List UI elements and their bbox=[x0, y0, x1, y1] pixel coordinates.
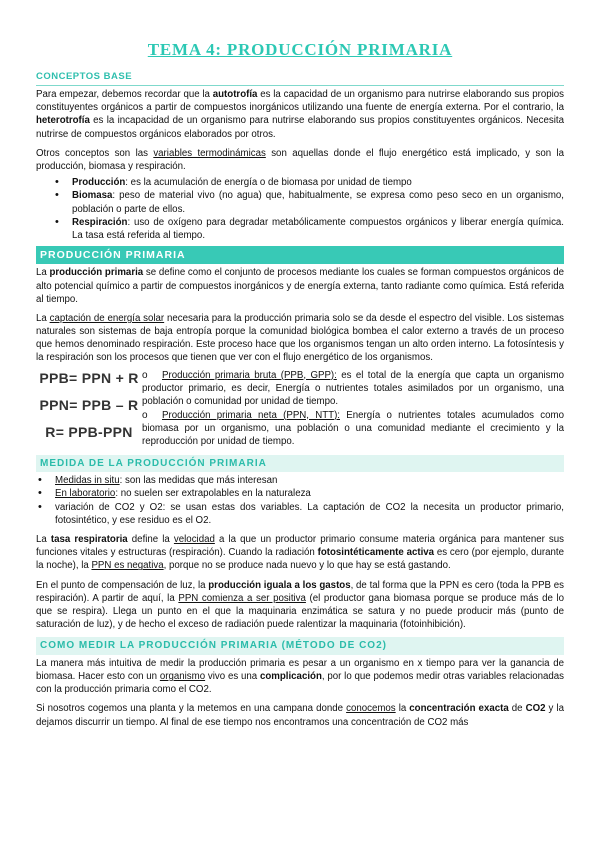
list-item: • En laboratorio: no suelen ser extrapolables en la naturaleza bbox=[55, 487, 564, 500]
list-item: • Respiración: uso de oxígeno para degradar metabólicamente compuestos orgánicos y liberar energía química. La tasa está referida al tiempo. bbox=[72, 216, 564, 242]
section-heading-como-medir: COMO MEDIR LA PRODUCCIÓN PRIMARIA (MÉTODO DE CO2) bbox=[36, 637, 564, 655]
paragraph-tasa-respiratoria: La tasa respiratoria define la velocidad a la que un productor primario consume materia orgánica para mantener sus funciones vitales y estructuras (respiración). Cuando la radiación fotosintéticamente activa es cero (por ejemplo, durante la noche), la PPN es negativa, porque no se produce nada nuevo y lo que hay se está gastando. bbox=[36, 533, 564, 572]
list-item: • variación de CO2 y O2: se usan estas dos variables. La captación de CO2 la necesita un productor primario, fotosintético, y ese residuo es el O2. bbox=[55, 501, 564, 527]
section-heading-produccion-primaria: PRODUCCIÓN PRIMARIA bbox=[36, 246, 564, 264]
definition-ppb: o Producción primaria bruta (PPB, GPP): es el total de la energía que capta un organismo productor primario, es decir, Energía o nutrientes totales asimilados por un organismo, una población o comunidad por unidad de tiempo. bbox=[142, 369, 564, 408]
definition-ppn: o Producción primaria neta (PPN, NTT): Energía o nutrientes totales acumulados como biomasa por un organismo, una población o una comunidad mediante el crecimiento y la reproducción por unidad de tiempo. bbox=[142, 409, 564, 448]
formula-ppn: PPN= PPB – R bbox=[39, 396, 139, 413]
formula-r: R= PPB-PPN bbox=[45, 423, 133, 440]
section-heading-medida: MEDIDA DE LA PRODUCCIÓN PRIMARIA bbox=[36, 455, 564, 473]
formula-ppb: PPB= PPN + R bbox=[39, 369, 139, 386]
paragraph-energia-solar: La captación de energía solar necesaria para la producción primaria solo se da desde el espectro del visible. Los sistemas naturales son sistemas de baja entropía porque la comunidad biológica bombea el calor externo a través de un proceso que hemos denominado respiración. Este proceso hace que los organismos tengan un alto orden interno. La fotosíntesis y la respiración son los procesos que tienen que ver con el flujo energético de los organismos. bbox=[36, 312, 564, 364]
paragraph-campana: Si nosotros cogemos una planta y la metemos en una campana donde conocemos la concentración exacta de CO2 y la dejamos discurrir un tiempo. Al final de ese tiempo nos encontramos una concentración de CO2 más bbox=[36, 703, 564, 728]
circle-bullet-icon: o bbox=[142, 409, 148, 421]
list-item: • Producción: es la acumulación de energía o de biomasa por unidad de tiempo bbox=[72, 176, 564, 189]
paragraph-autotrofia: Para empezar, debemos recordar que la autotrofía es la capacidad de un organismo para nutrirse elaborando sus propios constituyentes orgánicos a partir de compuestos inorgánicos utilizando una fuente de energía externa. Por el contrario, la heterotrofía es la incapacidad de un organismo para nutrirse elaborando sus propios constituyentes orgánicos. Necesita nutrirse de compuestos orgánicos elaborados por otros. bbox=[36, 89, 564, 140]
page-title: TEMA 4: PRODUCCIÓN PRIMARIA bbox=[147, 40, 453, 59]
paragraph-metodo: La manera más intuitiva de medir la producción primaria es pesar a un organismo en x tiempo para ver la ganancia de biomasa. Hacer esto con un organismo vivo es una complicación, por lo que podemos medir otras variables relacionadas con la producción primaria como el CO2. bbox=[36, 657, 565, 696]
section-heading-conceptos-base: CONCEPTOS BASE bbox=[36, 71, 564, 86]
circle-bullet-icon: o bbox=[142, 369, 148, 381]
definitions bbox=[142, 369, 564, 449]
list-item: • Biomasa: peso de material vivo (no agua) que, habitualmente, se expresa como peso seco en un organismo, población o parte de ellos. bbox=[72, 189, 564, 215]
concepts-list bbox=[36, 176, 564, 242]
paragraph-definicion: La producción primaria se define como el conjunto de procesos mediante los cuales se forman compuestos orgánicos de alto potencial químico a partir de compuestos inorgánicos y de energía externa, tanto radiante como química. Está referida al tiempo. bbox=[36, 267, 564, 305]
formulas bbox=[36, 369, 142, 449]
list-item: • Medidas in situ: son las medidas que más interesan bbox=[55, 474, 564, 487]
medida-list bbox=[36, 474, 564, 527]
paragraph-compensacion: En el punto de compensación de luz, la producción iguala a los gastos, de tal forma que la PPN es cero (toda la PPB es respiración). A partir de aquí, la PPN comienza a ser positiva (el productor gana biomasa porque se produce más de lo que se respira). Llega un punto en el que la maquinaria enzimática se satura y no puede producir más (punto de saturación de luz), y de hecho el exceso de radiación puede ralentizar la maquinaria (fotoinhibición). bbox=[36, 579, 565, 631]
formula-block bbox=[36, 369, 564, 449]
paragraph-variables: Otros conceptos son las variables termodinámicas son aquellas donde el flujo energético está implicado, y son la producción, biomasa y respiración. bbox=[36, 147, 564, 172]
